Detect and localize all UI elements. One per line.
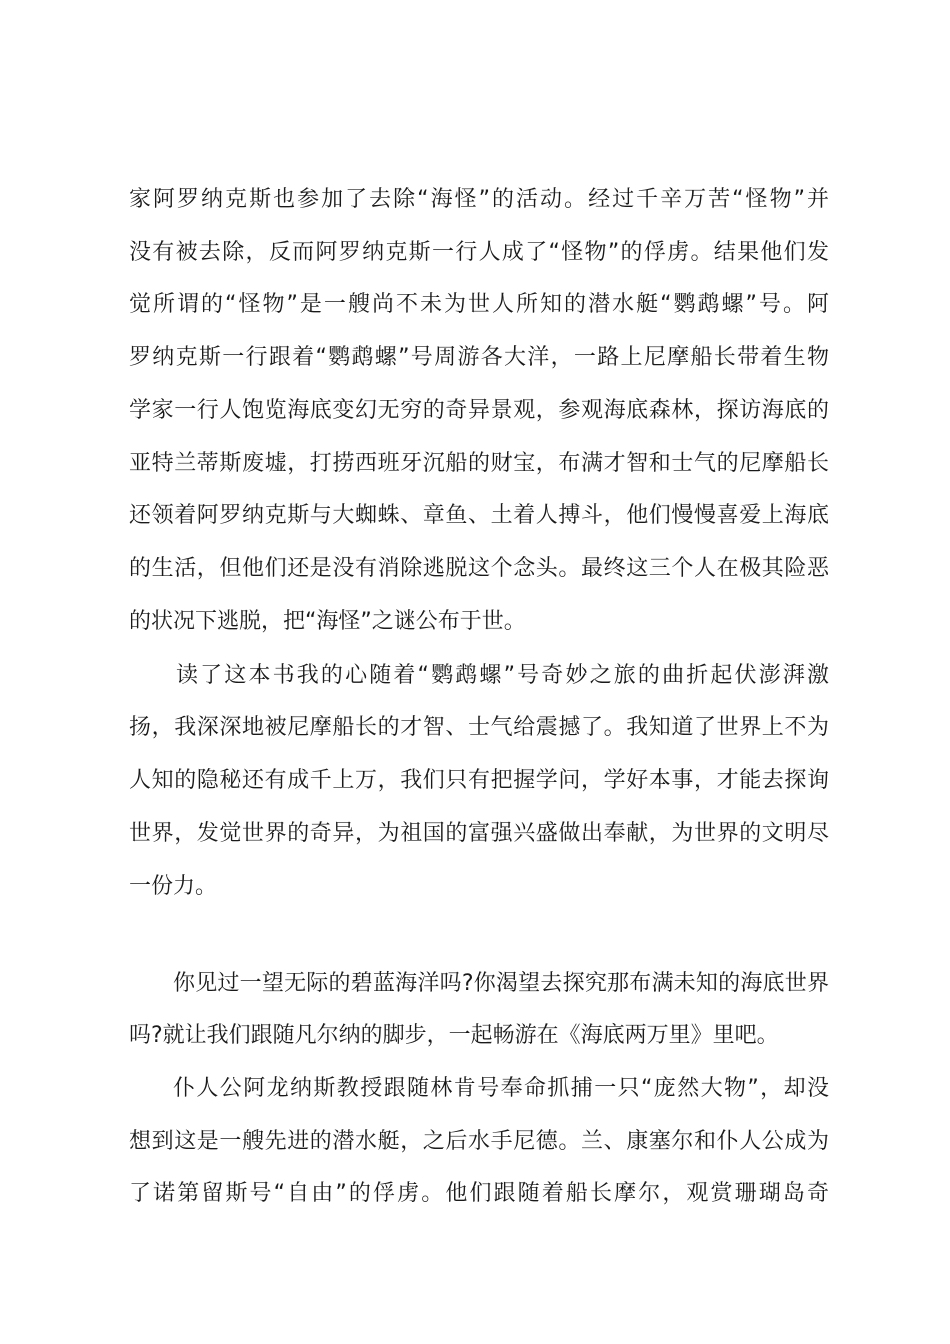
paragraph-line: 吗?就让我们跟随凡尔纳的脚步，一起畅游在《海底两万里》里吧。 [129,1023,779,1048]
paragraph-line: 人知的隐秘还有成千上万，我们只有把握学问，学好本事，才能去探询 [129,768,829,793]
paragraph-line: 你见过一望无际的碧蓝海洋吗?你渴望去探究那布满未知的海底世界 [173,971,829,996]
paragraph-line: 了诺第留斯号“自由”的俘虏。他们跟随着船长摩尔，观赏珊瑚岛奇 [129,1181,829,1206]
paragraph-line: 扬，我深深地被尼摩船长的才智、士气给震撼了。我知道了世界上不为 [129,715,829,740]
paragraph-line: 家阿罗纳克斯也参加了去除“海怪”的活动。经过千辛万苦“怪物”并 [129,187,829,212]
paragraph-line: 世界，发觉世界的奇异，为祖国的富强兴盛做出奉献，为世界的文明尽 [129,821,829,846]
paragraph-line: 学家一行人饱览海底变幻无穷的奇异景观，参观海底森林，探访海底的 [129,398,829,423]
paragraph-line: 想到这是一艘先进的潜水艇，之后水手尼德。兰、康塞尔和仆人公成为 [129,1129,829,1154]
paragraph-line: 罗纳克斯一行跟着“鹦鹉螺”号周游各大洋，一路上尼摩船长带着生物 [129,345,829,370]
paragraph-line: 一份力。 [129,874,218,899]
paragraph-line: 没有被去除，反而阿罗纳克斯一行人成了“怪物”的俘虏。结果他们发 [129,240,829,265]
paragraph-line: 还领着阿罗纳克斯与大蜘蛛、章鱼、土着人搏斗，他们慢慢喜爱上海底 [129,503,829,528]
paragraph-line: 仆人公阿龙纳斯教授跟随林肯号奉命抓捕一只“庞然大物”，却没 [173,1076,829,1101]
paragraph-line: 觉所谓的“怪物”是一艘尚不未为世人所知的潜水艇“鹦鹉螺”号。阿 [129,292,829,317]
paragraph-line: 亚特兰蒂斯废墟，打捞西班牙沉船的财宝，布满才智和士气的尼摩船长 [129,451,829,476]
paragraph-line: 的生活，但他们还是没有消除逃脱这个念头。最终这三个人在极其险恶 [129,556,829,581]
paragraph-line: 的状况下逃脱，把“海怪”之谜公布于世。 [129,609,526,634]
paragraph-line: 读了这本书我的心随着“鹦鹉螺”号奇妙之旅的曲折起伏澎湃激 [176,663,829,688]
